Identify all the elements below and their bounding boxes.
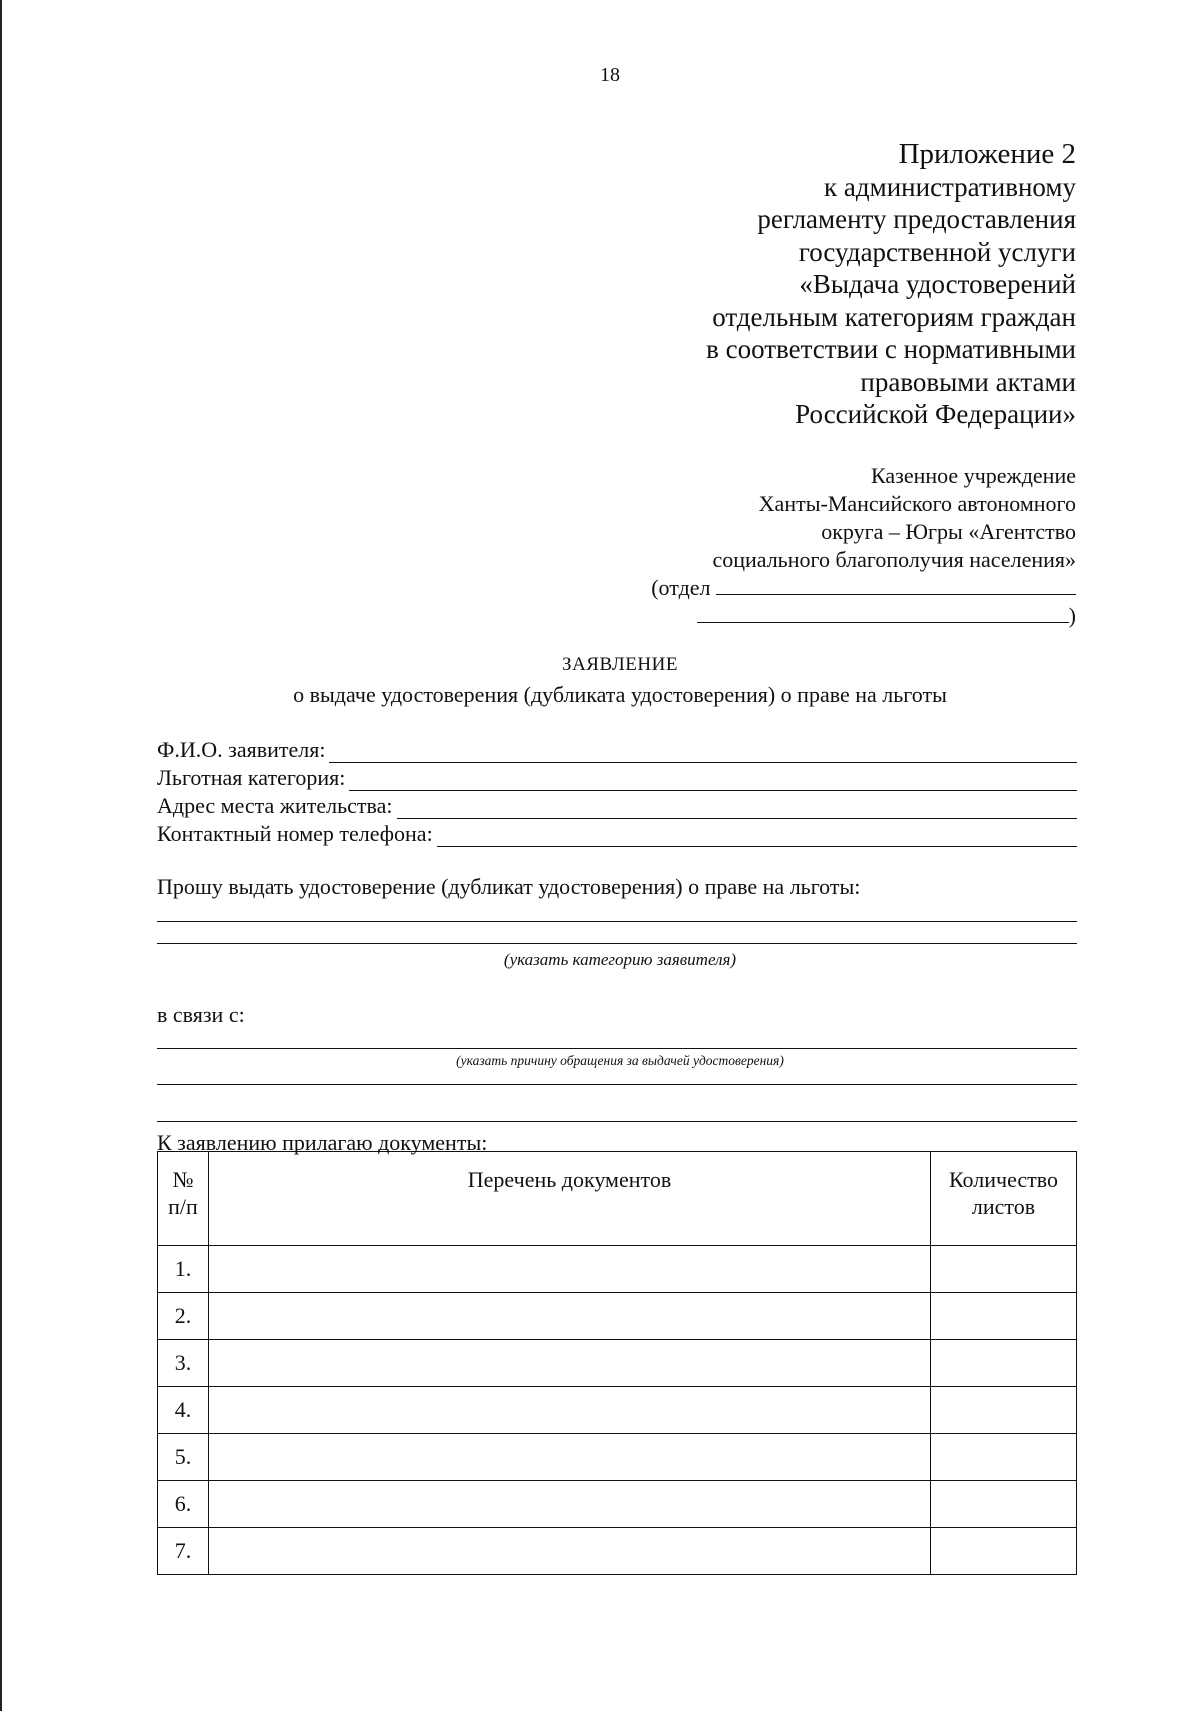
appendix-line: к административному xyxy=(824,171,1076,202)
category-hint: (указать категорию заявителя) xyxy=(503,950,737,969)
address-input[interactable] xyxy=(397,796,1077,819)
sheets-cell[interactable] xyxy=(931,1293,1077,1340)
table-row xyxy=(158,1481,1077,1528)
table-row xyxy=(158,1528,1077,1575)
phone-field xyxy=(157,819,1077,847)
row-number: 3. xyxy=(158,1340,209,1387)
header-num-line2: п/п xyxy=(168,1194,198,1219)
appendix-line: правовыми актами xyxy=(860,366,1076,397)
appendix-line: Российской Федерации» xyxy=(795,399,1076,429)
header-qty-line1: Количество xyxy=(948,1167,1059,1192)
header-qty-line2: листов xyxy=(971,1194,1036,1219)
sheets-cell[interactable] xyxy=(931,1246,1077,1293)
recipient-block xyxy=(651,462,1076,630)
document-cell[interactable] xyxy=(209,1528,931,1575)
document-cell[interactable] xyxy=(209,1387,931,1434)
department-row xyxy=(651,574,1076,602)
in-connection-label: в связи с: xyxy=(157,1002,245,1027)
form-title: ЗАЯВЛЕНИЕ xyxy=(562,654,678,675)
table-header-row xyxy=(158,1152,1077,1246)
reason-input-line-2[interactable] xyxy=(157,1084,1077,1085)
form-subtitle: о выдаче удостоверения (дубликата удостоверения) о праве на льготы xyxy=(293,682,947,707)
attach-label: К заявлению прилагаю документы: xyxy=(157,1130,488,1155)
recipient-line: социального благополучия населения» xyxy=(712,547,1076,572)
row-number: 7. xyxy=(158,1528,209,1575)
header-num xyxy=(158,1152,209,1246)
applicant-name-field xyxy=(157,735,1077,763)
document-cell[interactable] xyxy=(209,1434,931,1481)
recipient-line: Казенное учреждение xyxy=(871,463,1076,488)
documents-table xyxy=(157,1151,1077,1575)
reason-input-line-3[interactable] xyxy=(157,1121,1077,1122)
appendix-line: Приложение 2 xyxy=(898,138,1076,170)
table-row xyxy=(158,1246,1077,1293)
recipient-line: Ханты-Мансийского автономного xyxy=(758,491,1076,516)
department-input-line[interactable] xyxy=(716,574,1076,595)
row-number: 1. xyxy=(158,1246,209,1293)
field-label: Ф.И.О. заявителя: xyxy=(157,737,326,762)
header-num-line1: № xyxy=(172,1167,194,1192)
row-number: 6. xyxy=(158,1481,209,1528)
sheets-cell[interactable] xyxy=(931,1387,1077,1434)
field-label: Льготная категория: xyxy=(157,765,346,790)
closing-paren: ) xyxy=(1068,603,1076,628)
appendix-line: в соответствии с нормативными xyxy=(706,334,1076,364)
row-number: 4. xyxy=(158,1387,209,1434)
category-input-line-1[interactable] xyxy=(157,921,1077,922)
department-label: (отдел xyxy=(651,575,711,600)
phone-input[interactable] xyxy=(437,824,1077,847)
sheets-cell[interactable] xyxy=(931,1528,1077,1575)
field-label: Контактный номер телефона: xyxy=(157,821,433,846)
benefit-category-input[interactable] xyxy=(349,768,1077,791)
sheets-cell[interactable] xyxy=(931,1434,1077,1481)
sheets-cell[interactable] xyxy=(931,1481,1077,1528)
appendix-line: регламенту предоставления xyxy=(757,204,1076,234)
row-number: 5. xyxy=(158,1434,209,1481)
header-qty xyxy=(931,1152,1077,1246)
table-row xyxy=(158,1387,1077,1434)
reason-input-line-1[interactable] xyxy=(157,1048,1077,1049)
table-row xyxy=(158,1434,1077,1481)
benefit-category-field xyxy=(157,763,1077,791)
row-number: 2. xyxy=(158,1293,209,1340)
document-cell[interactable] xyxy=(209,1481,931,1528)
category-input-line-2[interactable] xyxy=(157,943,1077,944)
document-cell[interactable] xyxy=(209,1340,931,1387)
appendix-block xyxy=(706,138,1076,431)
department-input-line-2[interactable] xyxy=(697,602,1069,623)
applicant-name-input[interactable] xyxy=(329,740,1077,763)
request-text: Прошу выдать удостоверение (дубликат удостоверения) о праве на льготы: xyxy=(157,874,861,899)
table-row xyxy=(158,1340,1077,1387)
scan-edge xyxy=(0,0,2,1711)
appendix-line: государственной услуги xyxy=(798,236,1076,267)
page-number: 18 xyxy=(600,64,620,86)
document-cell[interactable] xyxy=(209,1293,931,1340)
recipient-line: округа – Югры «Агентство xyxy=(821,519,1076,544)
department-row-2 xyxy=(651,602,1076,630)
table-row xyxy=(158,1293,1077,1340)
reason-hint: (указать причину обращения за выдачей удостоверения) xyxy=(456,1053,784,1068)
appendix-line: «Выдача удостоверений xyxy=(799,269,1076,299)
header-list: Перечень документов xyxy=(209,1152,931,1246)
document-cell[interactable] xyxy=(209,1246,931,1293)
field-label: Адрес места жительства: xyxy=(157,793,393,818)
address-field xyxy=(157,791,1077,819)
appendix-line: отдельным категориям граждан xyxy=(712,301,1076,332)
sheets-cell[interactable] xyxy=(931,1340,1077,1387)
